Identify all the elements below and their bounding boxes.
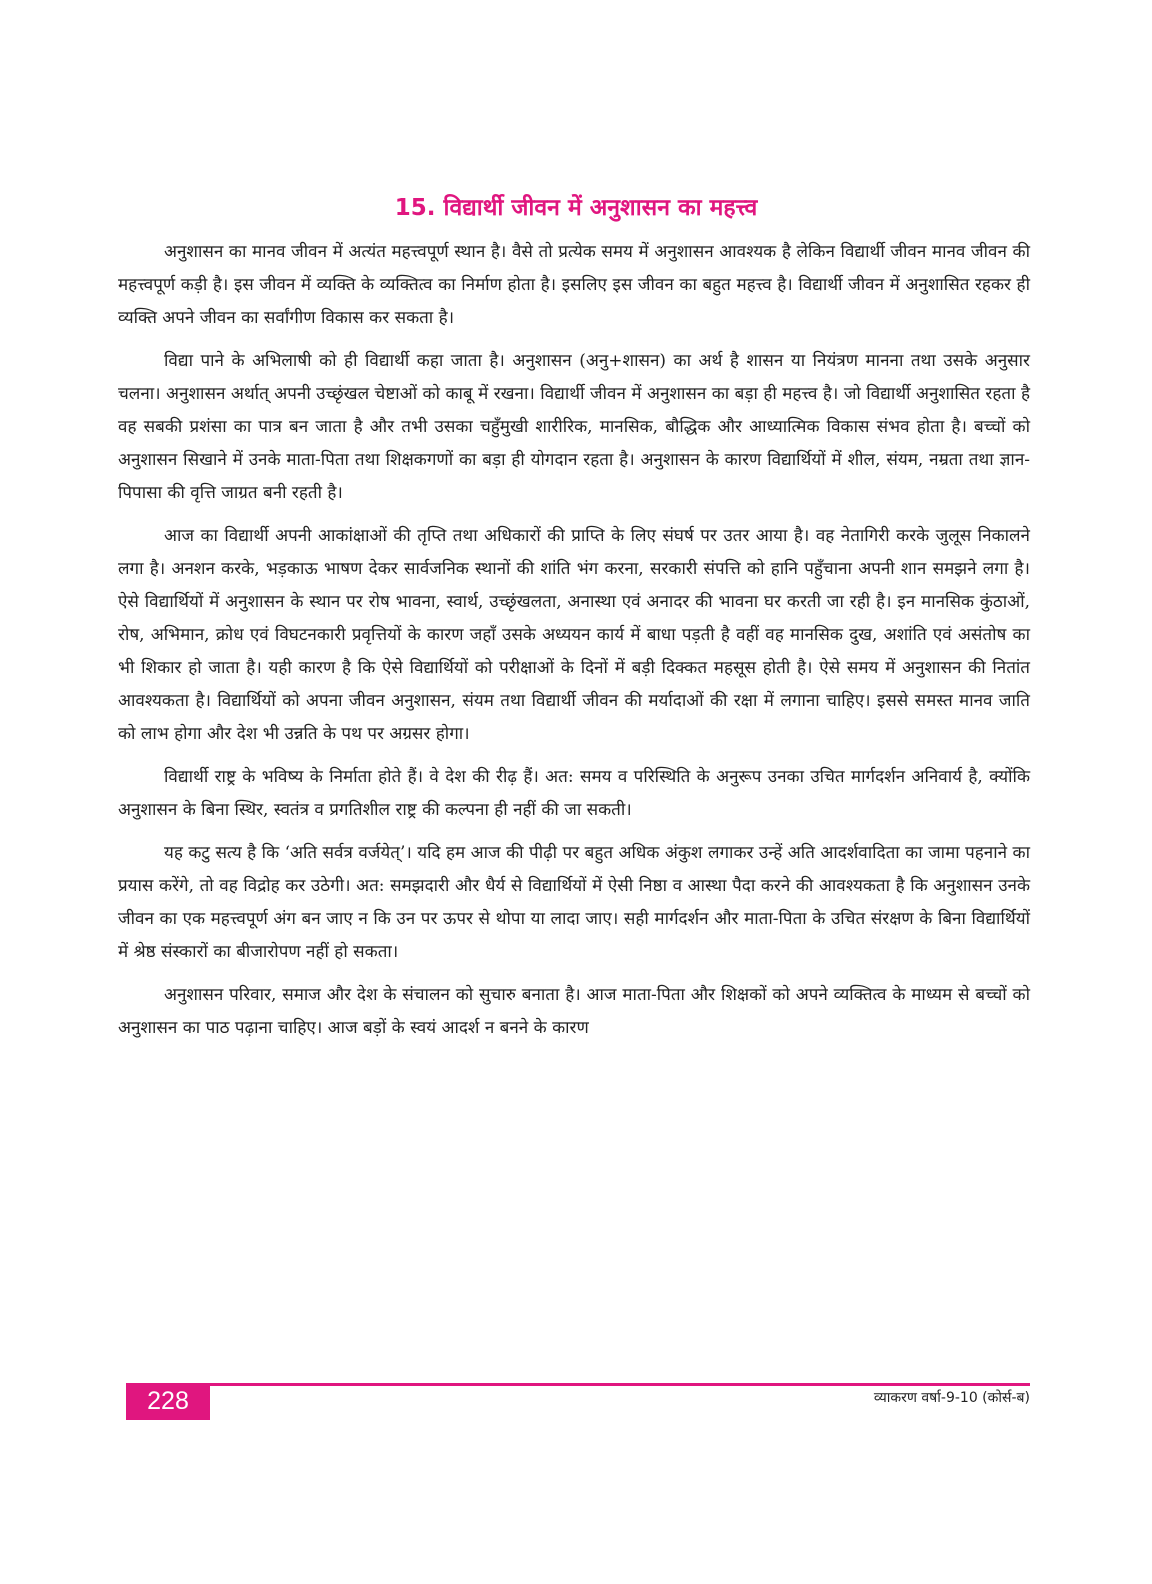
paragraph-5: यह कटु सत्य है कि ‘अति सर्वत्र वर्जयेत्’। यदि हम आज की पीढ़ी पर बहुत अधिक अंकुश लगाकर उन्हें अति आदर्शवादिता का जामा पहनाने का प्रयास करेंगे, तो वह विद्रोह कर उठेगी। अत: समझदारी और धैर्य से विद्यार्थियों में ऐसी निष्ठा व आस्था पैदा करने की आवश्यकता है कि अनुशासन उनके जीवन का एक महत्त्वपूर्ण अंग बन जाए न कि उन पर ऊपर से थोपा या लादा जाए। सही मार्गदर्शन और माता-पिता के उचित संरक्षण के बिना विद्यार्थियों में श्रेष्ठ संस्कारों का बीजारोपण नहीं हो सकता।	[118, 843, 1030, 962]
paragraph-1: अनुशासन का मानव जीवन में अत्यंत महत्त्वपूर्ण स्थान है। वैसे तो प्रत्येक समय में अनुशासन आवश्यक है लेकिन विद्यार्थी जीवन मानव जीवन की महत्त्वपूर्ण कड़ी है। इस जीवन में व्यक्ति के व्यक्तित्व का निर्माण होता है। इसलिए इस जीवन का बहुत महत्त्व है। विद्यार्थी जीवन में अनुशासित रहकर ही व्यक्ति अपने जीवन का सर्वांगीण विकास कर सकता है।	[118, 242, 1030, 328]
book-title: व्याकरण वर्षा-9-10 (कोर्स-ब)	[873, 1390, 1030, 1406]
page-number: 228	[126, 1383, 210, 1420]
paragraph-2: विद्या पाने के अभिलाषी को ही विद्यार्थी कहा जाता है। अनुशासन (अनु+शासन) का अर्थ है शासन या नियंत्रण मानना तथा उसके अनुसार चलना। अनुशासन अर्थात् अपनी उच्छृंखल चेष्टाओं को काबू में रखना। विद्यार्थी जीवन में अनुशासन का बड़ा ही महत्त्व है। जो विद्यार्थी अनुशासित रहता है वह सबकी प्रशंसा का पात्र बन जाता है और तभी उसका चहुँमुखी शारीरिक, मानसिक, बौद्धिक और आध्यात्मिक विकास संभव होता है। बच्चों को अनुशासन सिखाने में उनके माता-पिता तथा शिक्षकगणों का बड़ा ही योगदान रहता है। अनुशासन के कारण विद्यार्थियों में शील, संयम, नम्रता तथा ज्ञान-पिपासा की वृत्ति जाग्रत बनी रहती है।	[118, 351, 1030, 503]
essay-body	[118, 236, 1030, 1055]
footer-divider	[126, 1383, 1030, 1386]
page-title: 15. विद्यार्थी जीवन में अनुशासन का महत्त्व	[394, 195, 758, 221]
paragraph-3: आज का विद्यार्थी अपनी आकांक्षाओं की तृप्ति तथा अधिकारों की प्राप्ति के लिए संघर्ष पर उतर आया है। वह नेतागिरी करके जुलूस निकालने लगा है। अनशन करके, भड़काऊ भाषण देकर सार्वजनिक स्थानों की शांति भंग करना, सरकारी संपत्ति को हानि पहुँचाना अपनी शान समझने लगा है। ऐसे विद्यार्थियों में अनुशासन के स्थान पर रोष भावना, स्वार्थ, उच्छृंखलता, अनास्था एवं अनादर की भावना घर करती जा रही है। इन मानसिक कुंठाओं, रोष, अभिमान, क्रोध एवं विघटनकारी प्रवृत्तियों के कारण जहाँ उसके अध्ययन कार्य में बाधा पड़ती है वहीं वह मानसिक दुख, अशांति एवं असंतोष का भी शिकार हो जाता है। यही कारण है कि ऐसे विद्यार्थियों को परीक्षाओं के दिनों में बड़ी दिक्कत महसूस होती है। ऐसे समय में अनुशासन की नितांत आवश्यकता है। विद्यार्थियों को अपना जीवन अनुशासन, संयम तथा विद्यार्थी जीवन की मर्यादाओं की रक्षा में लगाना चाहिए। इससे समस्त मानव जाति को लाभ होगा और देश भी उन्नति के पथ पर अग्रसर होगा।	[118, 526, 1030, 744]
paragraph-6: अनुशासन परिवार, समाज और देश के संचालन को सुचारु बनाता है। आज माता-पिता और शिक्षकों को अपने व्यक्तित्व के माध्यम से बच्चों को अनुशासन का पाठ पढ़ाना चाहिए। आज बड़ों के स्वयं आदर्श न बनने के कारण	[118, 985, 1030, 1038]
paragraph-4: विद्यार्थी राष्ट्र के भविष्य के निर्माता होते हैं। वे देश की रीढ़ हैं। अत: समय व परिस्थिति के अनुरूप उनका उचित मार्गदर्शन अनिवार्य है, क्योंकि अनुशासन के बिना स्थिर, स्वतंत्र व प्रगतिशील राष्ट्र की कल्पना ही नहीं की जा सकती।	[118, 767, 1030, 820]
